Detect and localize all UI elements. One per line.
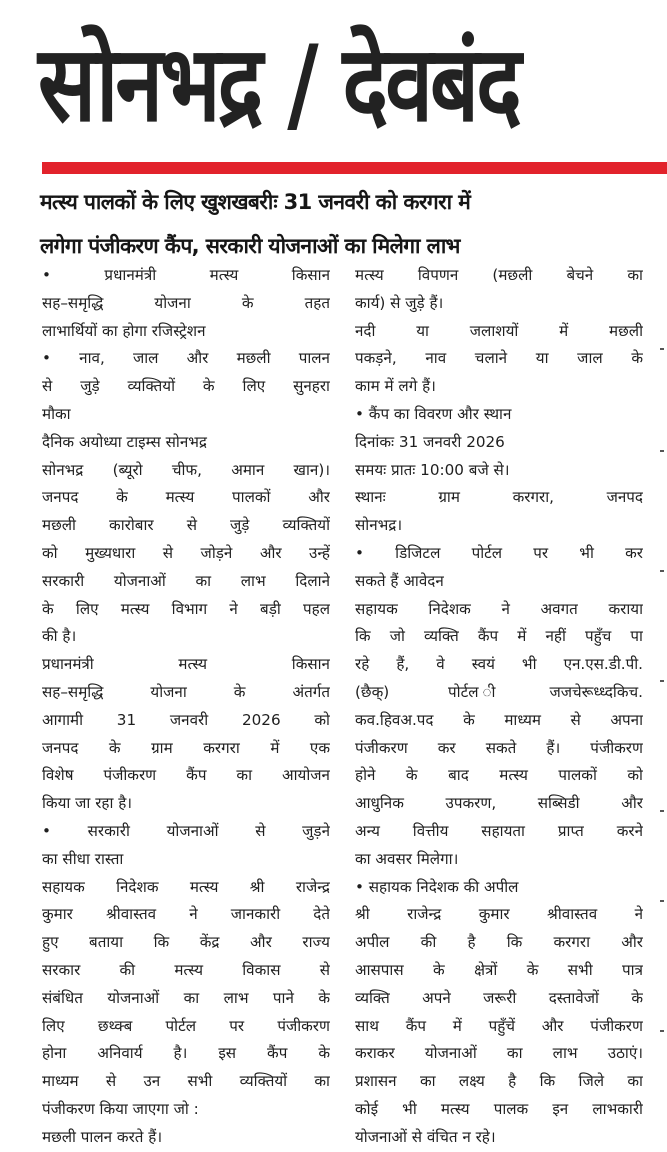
text-line: की है। [42, 627, 77, 646]
text-line: व्यक्ति अपने जरूरी दस्तावेजों के [355, 988, 643, 1007]
text-line: विशेष पंजीकरण कैंप का आयोजन [42, 766, 330, 785]
text-line: सोनभद्र। [355, 516, 403, 535]
text-line: अन्य वित्तीय सहायता प्राप्त करने [355, 821, 643, 840]
text-line: संबंधित योजनाओं का लाभ पाने के [42, 988, 330, 1007]
text-line: • प्रधानमंत्री मत्स्य किसान [42, 266, 330, 284]
text-line: सरकार की मत्स्य विकास से [42, 960, 330, 979]
text-line: मछली कारोबार से जुड़े व्यक्तियों [42, 516, 330, 535]
text-line: आसपास के क्षेत्रों के सभी पात्र [355, 960, 643, 979]
text-line: सहायक निदेशक मत्स्य श्री राजेन्द्र [42, 877, 330, 896]
scan-edge-marks [660, 340, 667, 1100]
text-line: सकते हैं आवेदन [355, 571, 444, 590]
text-line: का सीधा रास्ता [42, 849, 124, 868]
text-line: होना अनिवार्य है। इस कैंप के [42, 1044, 330, 1063]
article-headline [40, 180, 650, 268]
text-line: सोनभद्र (ब्यूरो चीफ, अमान खान)। [42, 460, 330, 479]
text-line: कि जो व्यक्ति कैंप में नहीं पहुँच पा [355, 627, 643, 646]
text-line: से जुड़े व्यक्तियों के लिए सुनहरा [42, 377, 330, 396]
text-line: किया जा रहा है। [42, 794, 133, 813]
article-column-right [355, 262, 643, 1152]
text-line: मत्स्य विपणन (मछली बेचने का [355, 266, 643, 284]
text-line: रहे हैं, वे स्वयं भी एन.एस.डी.पी. [355, 655, 643, 674]
text-line: होने के बाद मत्स्य पालकों को [355, 766, 643, 785]
text-line: नदी या जलाशयों में मछली [355, 321, 643, 340]
text-line: कुमार श्रीवास्तव ने जानकारी देते [42, 905, 330, 924]
text-line: साथ कैंप में पहुँचें और पंजीकरण [355, 1016, 643, 1035]
text-line: सहायक निदेशक ने अवगत कराया [355, 599, 643, 618]
text-line: जनपद के मत्स्य पालकों और [42, 488, 330, 507]
text-line: का अवसर मिलेगा। [355, 849, 459, 868]
text-line: लाभार्थियों का होगा रजिस्ट्रेशन [42, 321, 206, 340]
text-line: मौका [42, 404, 71, 423]
text-line: सह–समृद्धि योजना के तहत [42, 293, 330, 312]
text-line: योजनाओं से वंचित न रहे। [355, 1127, 496, 1146]
text-line: कार्य) से जुड़े हैं। [355, 293, 444, 312]
text-line: • सरकारी योजनाओं से जुड़ने [42, 821, 330, 840]
text-line: कव.हिवअ.पद के माध्यम से अपना [355, 710, 643, 729]
text-line: दिनांकः 31 जनवरी 2026 [355, 432, 505, 451]
text-line: मछली पालन करते हैं। [42, 1127, 163, 1146]
text-line: के लिए मत्स्य विभाग ने बड़ी पहल [42, 599, 330, 618]
text-line: दैनिक अयोध्या टाइम्स सोनभद्र [42, 432, 207, 451]
text-line: काम में लगे हैं। [355, 377, 436, 396]
text-line: प्रशासन का लक्ष्य है कि जिले का [355, 1072, 643, 1091]
text-line: स्थानः ग्राम करगरा, जनपद [355, 488, 643, 507]
text-line: सह–समृद्धि योजना के अंतर्गत [42, 682, 330, 701]
red-divider-rule [42, 162, 667, 174]
text-line: • कैंप का विवरण और स्थान [355, 404, 512, 423]
text-line: लिए छथ्क्ब पोर्टल पर पंजीकरण [42, 1016, 330, 1035]
text-line: • सहायक निदेशक की अपील [355, 877, 519, 896]
article-column-left [42, 262, 330, 1152]
text-line: कोई भी मत्स्य पालक इन लाभकारी [355, 1099, 643, 1118]
text-line: माध्यम से उन सभी व्यक्तियों का [42, 1072, 330, 1091]
text-line: जनपद के ग्राम करगरा में एक [42, 738, 330, 757]
text-line: पंजीकरण किया जाएगा जो : [42, 1099, 199, 1118]
text-line: पकड़ने, नाव चलाने या जाल के [355, 349, 643, 368]
text-line: अपील की है कि करगरा और [355, 933, 643, 952]
text-line: श्री राजेन्द्र कुमार श्रीवास्तव ने [355, 905, 643, 924]
text-line: प्रधानमंत्री मत्स्य किसान [42, 655, 330, 674]
text-line: आधुनिक उपकरण, सब्सिडी और [355, 794, 643, 813]
text-line: • नाव, जाल और मछली पालन [42, 349, 330, 368]
text-line: सरकारी योजनाओं का लाभ दिलाने [42, 571, 330, 590]
masthead-title: सोनभद्र / देवबंद [38, 23, 519, 146]
text-line: • डिजिटल पोर्टल पर भी कर [355, 543, 643, 562]
text-line: को मुख्यधारा से जोड़ने और उन्हें [42, 543, 330, 562]
text-line: समयः प्रातः 10:00 बजे से। [355, 460, 510, 479]
text-line: हुए बताया कि केंद्र और राज्य [42, 933, 330, 952]
headline-line-1: मत्स्य पालकों के लिए खुशखबरीः 31 जनवरी को करगरा में [40, 190, 471, 214]
text-line: कराकर योजनाओं का लाभ उठाएं। [355, 1044, 643, 1063]
text-line: आगामी 31 जनवरी 2026 को [42, 710, 330, 729]
text-line: (छैक्) पोर्टल ीजजचेरूध्ध्दकिच. [355, 682, 643, 701]
text-line: पंजीकरण कर सकते हैं। पंजीकरण [355, 738, 643, 757]
headline-line-2: लगेगा पंजीकरण कैंप, सरकारी योजनाओं का मिलेगा लाभ [40, 234, 460, 258]
